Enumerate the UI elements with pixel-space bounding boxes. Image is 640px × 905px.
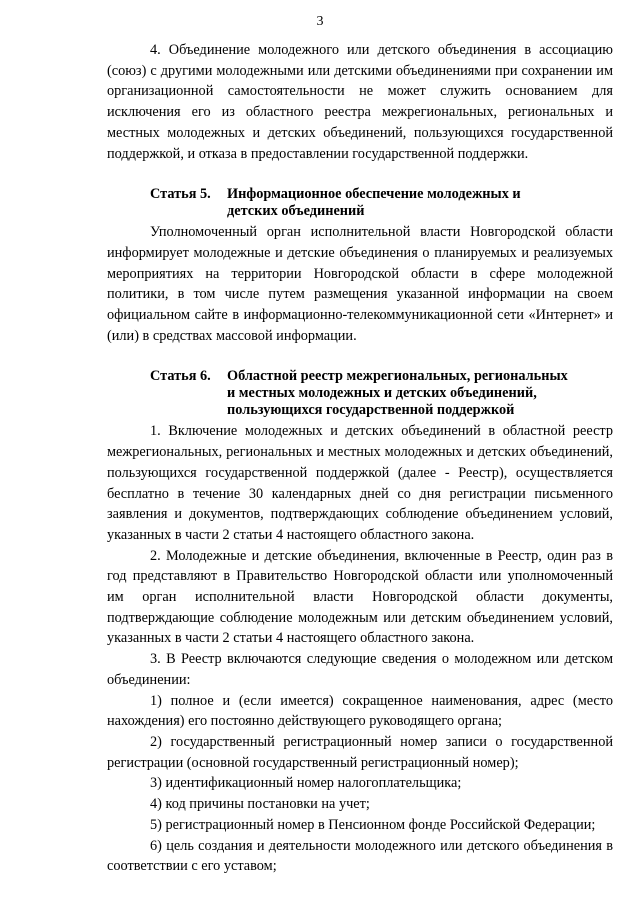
article-5-title bbox=[227, 186, 613, 220]
article-6-paragraph-3: 3. В Реестр включаются следующие сведения о молодежном или детском объединении: bbox=[107, 651, 613, 688]
article-6-paragraph-1: 1. Включение молодежных и детских объединений в областной реестр межрегиональных, региональных и местных молодежных и детских объединений, пользующихся государственной поддержкой (далее - Реестр), осуществляется бесплатно в течение 30 календарных дней со дня регистрации письменного заявления и документов, подтверждающих соблюдение объединением условий, указанных в части 2 статьи 4 настоящего областного закона. bbox=[107, 423, 613, 543]
article-5-title-line: Информационное обеспечение молодежных и bbox=[227, 186, 521, 203]
article-5-text: Уполномоченный орган исполнительной власти Новгородской области информирует молодежные и детские объединения о планируемых и реализуемых мероприятиях на территории Новгородской области в сфере молодежной политики, в том числе путем размещения указанной информации на своем официальном сайте в информационно-телекоммуникационной сети «Интернет» и (или) в средствах массовой информации. bbox=[107, 224, 613, 344]
article-6-number: Статья 6. bbox=[150, 368, 211, 385]
document-body bbox=[107, 40, 613, 877]
article-5-number: Статья 5. bbox=[150, 186, 211, 203]
list-item: 4) код причины постановки на учет; bbox=[150, 796, 370, 813]
paragraph-4: 4. Объединение молодежного или детского объединения в ассоциацию (союз) с другими молодежными или детскими объединениями при сохранении им организационной самостоятельности не может служить основанием для исключения его из областного реестра межрегиональных, региональных и местных молодежных и детских объединений, пользующихся государственной поддержкой, и отказа в предоставлении государственной поддержки. bbox=[107, 42, 613, 162]
article-6-title-line: Областной реестр межрегиональных, региональных bbox=[227, 368, 568, 385]
article-6-title bbox=[227, 368, 613, 419]
article-5-heading bbox=[107, 186, 613, 220]
article-6-title-line: и местных молодежных и детских объединений, bbox=[227, 385, 537, 402]
list-item: 1) полное и (если имеется) сокращенное наименования, адрес (место нахождения) его постоянно действующего руководящего органа; bbox=[107, 692, 613, 730]
article-5-title-line: детских объединений bbox=[227, 203, 365, 220]
page-number: 3 bbox=[316, 14, 324, 29]
list-item: 3) идентификационный номер налогоплательщика; bbox=[150, 775, 462, 792]
article-6-title-line: пользующихся государственной поддержкой bbox=[227, 402, 515, 419]
list-item: 2) государственный регистрационный номер записи о государственной регистрации (основной государственный регистрационный номер); bbox=[107, 733, 613, 771]
article-6-heading bbox=[107, 368, 613, 419]
list-item: 6) цель создания и деятельности молодежного или детского объединения в соответствии с его уставом; bbox=[107, 837, 613, 875]
list-item: 5) регистрационный номер в Пенсионном фонде Российской Федерации; bbox=[150, 816, 596, 833]
article-6-paragraph-2: 2. Молодежные и детские объединения, включенные в Реестр, один раз в год представляют в Правительство Новгородской области или уполномоченный им орган исполнительной власти Новгородской области документы, подтверждающие соблюдение молодежным или детским объединением условий, указанных в части 2 статьи 4 настоящего областного закона. bbox=[107, 547, 613, 647]
